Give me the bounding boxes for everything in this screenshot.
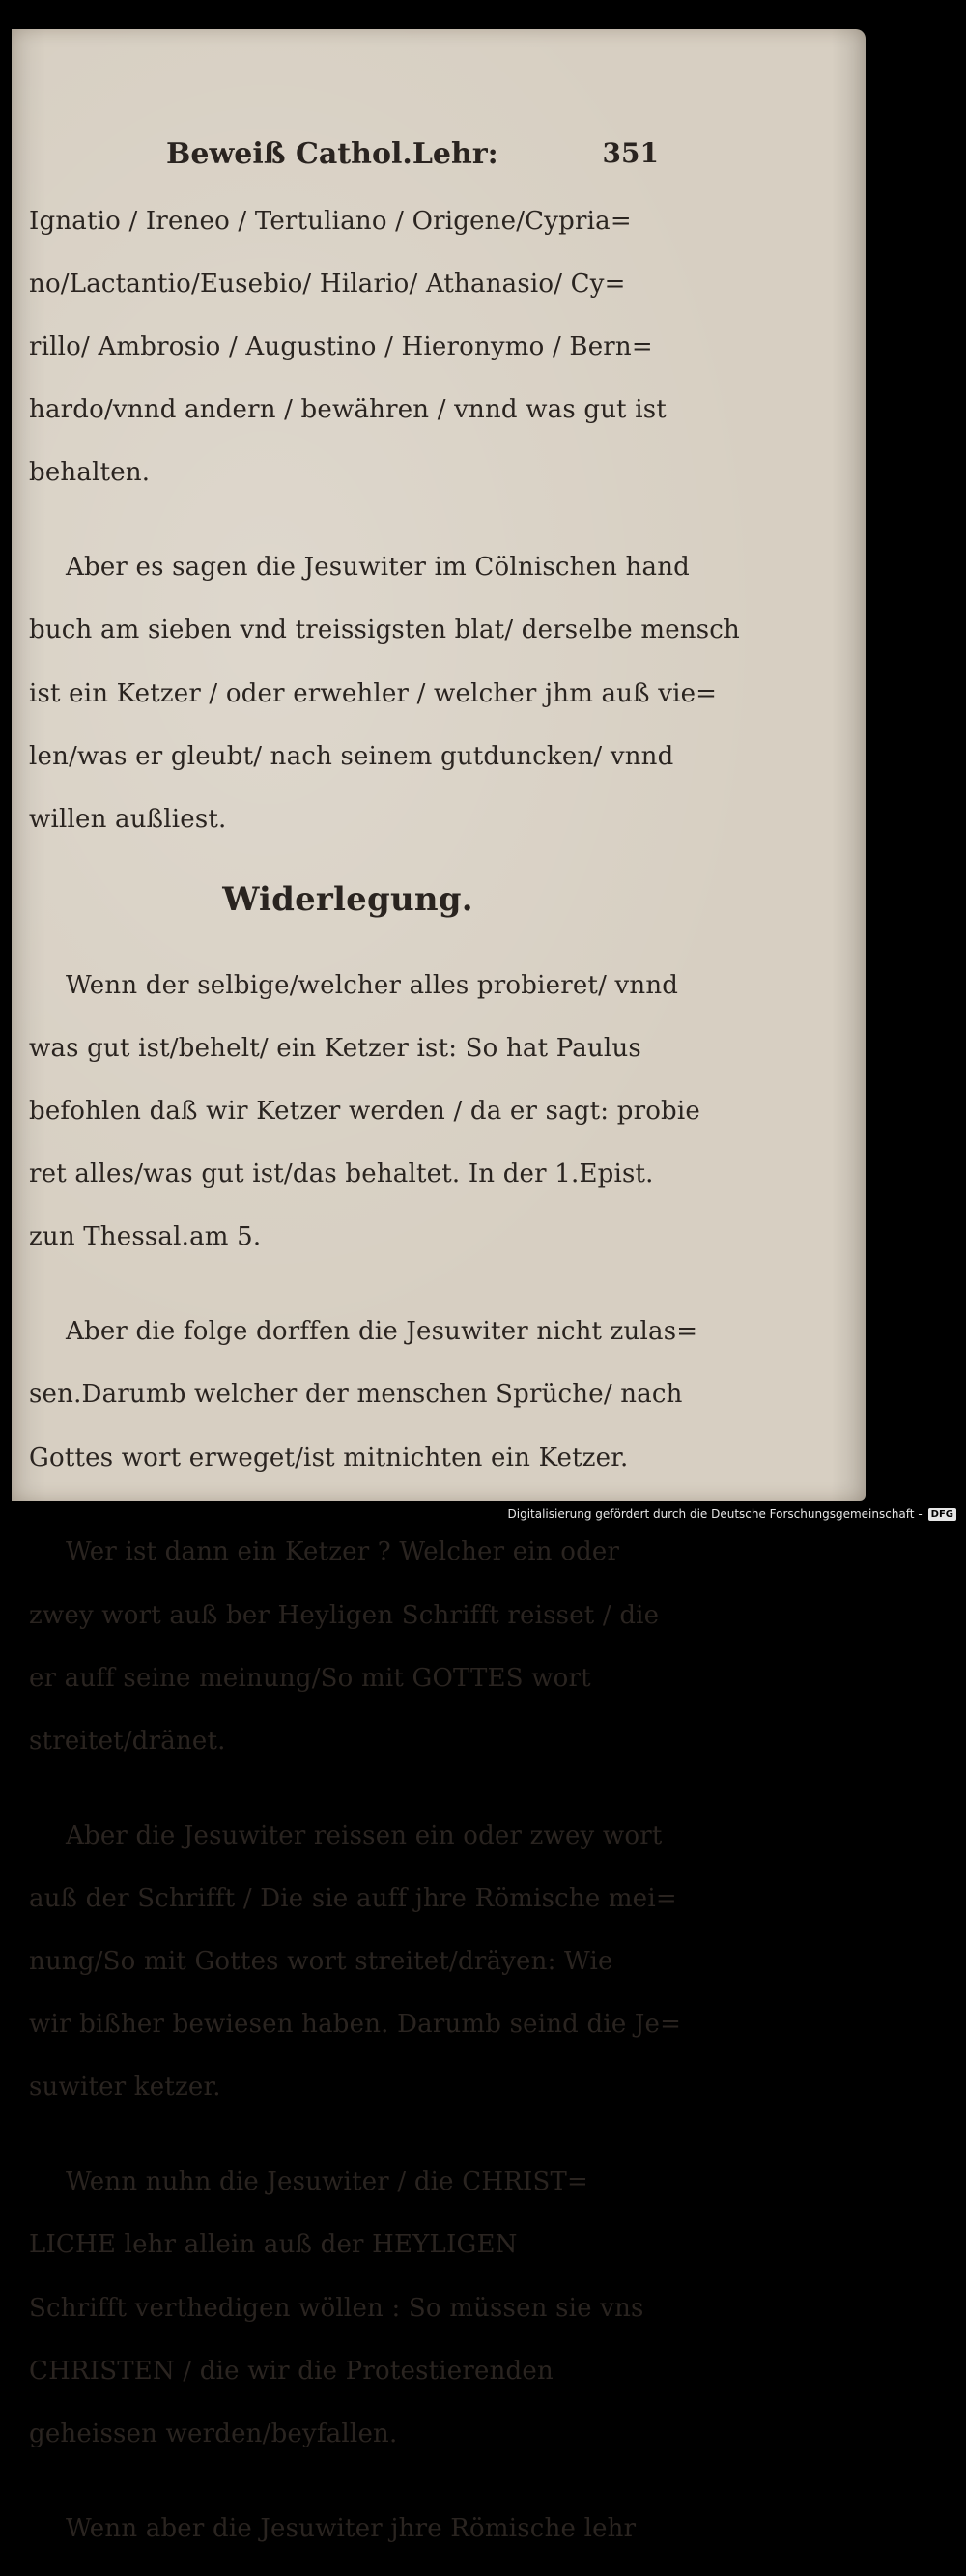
text-line: suwiter ketzer.	[29, 2073, 221, 2103]
text-line: len/was er gleubt/ nach seinem gutduncken/ vnnd	[29, 741, 674, 771]
text-line: Wer ist dann ein Ketzer ? Welcher ein oder	[66, 1537, 620, 1567]
paragraph-2	[29, 521, 740, 868]
text-line: nung/So mit Gottes wort streitet/dräyen: Wie	[29, 1947, 613, 1977]
running-header	[166, 137, 659, 174]
text-line: zun Thessal.am 5.	[29, 1222, 262, 1252]
text-line: rillo/ Ambrosio / Augustino / Hieronymo / Bern=	[29, 331, 653, 361]
paragraph-6	[29, 1789, 682, 2135]
text-line: Aber die folge dorffen die Jesuwiter nicht zulas=	[66, 1317, 698, 1347]
text-line: Wenn nuhn die Jesuwiter / die CHRIST=	[66, 2167, 588, 2197]
running-title: Beweiß Cathol.Lehr:	[166, 137, 498, 171]
text-line: ret alles/was gut ist/das behaltet. In der 1.Epist.	[29, 1159, 654, 1189]
digitization-credit	[508, 1503, 957, 1525]
text-line: geheissen werden/beyfallen.	[29, 2419, 398, 2448]
paragraph-1	[29, 174, 667, 521]
text-line: zwey wort auß ber Heyligen Schrifft reisset / die	[29, 1600, 660, 1630]
page-number: 351	[602, 137, 659, 169]
text-line: hardo/vnnd andern / bewähren / vnnd was gut ist	[29, 395, 667, 425]
text-line: Schrifft verthedigen wöllen : So müssen sie vns	[29, 2293, 644, 2323]
text-line: Gottes wort erweget/ist mitnichten ein Ketzer.	[29, 1443, 629, 1473]
text-line: wir bißher bewiesen haben. Darumb seind die Je=	[29, 2010, 682, 2040]
text-line: streitet/dränet.	[29, 1726, 226, 1756]
text-line: sen.Darumb welcher der menschen Sprüche/ nach	[29, 1380, 683, 1410]
section-heading: Widerlegung.	[222, 880, 473, 920]
text-line: buch am sieben vnd treissigsten blat/ derselbe mensch	[29, 615, 740, 645]
text-line: no/Lactantio/Eusebio/ Hilario/ Athanasio/ Cy=	[29, 269, 626, 299]
paragraph-4	[29, 1285, 698, 1505]
text-line: Wenn der selbige/welcher alles probieret/ vnnd	[66, 970, 679, 1000]
text-line: was gut ist/behelt/ ein Ketzer ist: So hat Paulus	[29, 1033, 641, 1063]
text-line: willen außliest.	[29, 804, 227, 834]
text-line: auß der Schrifft / Die sie auff jhre Römische mei=	[29, 1883, 677, 1913]
paragraph-5	[29, 1505, 667, 1789]
paragraph-3	[29, 938, 700, 1285]
dfg-logo: DFG	[928, 1508, 956, 1521]
text-line: er auff seine meinung/So mit GOTTES wort	[29, 1663, 591, 1693]
text-line: Wenn aber die Jesuwiter jhre Römische lehr	[66, 2513, 637, 2543]
paragraph-7	[29, 2135, 667, 2482]
text-line: befohlen daß wir Ketzer werden / da er sagt: probie	[29, 1097, 700, 1127]
text-line: Aber es sagen die Jesuwiter im Cölnischen hand	[66, 553, 691, 583]
text-line: Aber die Jesuwiter reissen ein oder zwey wort	[66, 1820, 663, 1850]
paragraph-8	[29, 2481, 667, 2576]
text-line: LICHE lehr allein auß der HEYLIGEN	[29, 2230, 518, 2260]
text-line: behalten.	[29, 458, 151, 488]
text-line: CHRISTEN / die wir die Protestierenden	[29, 2356, 554, 2386]
text-line: ist ein Ketzer / oder erwehler / welcher jhm auß vie=	[29, 678, 718, 708]
credit-text: Digitalisierung gefördert durch die Deutsche Forschungsgemeinschaft -	[507, 1507, 923, 1521]
text-line: Ignatio / Ireneo / Tertuliano / Origene/Cypria=	[29, 206, 632, 236]
